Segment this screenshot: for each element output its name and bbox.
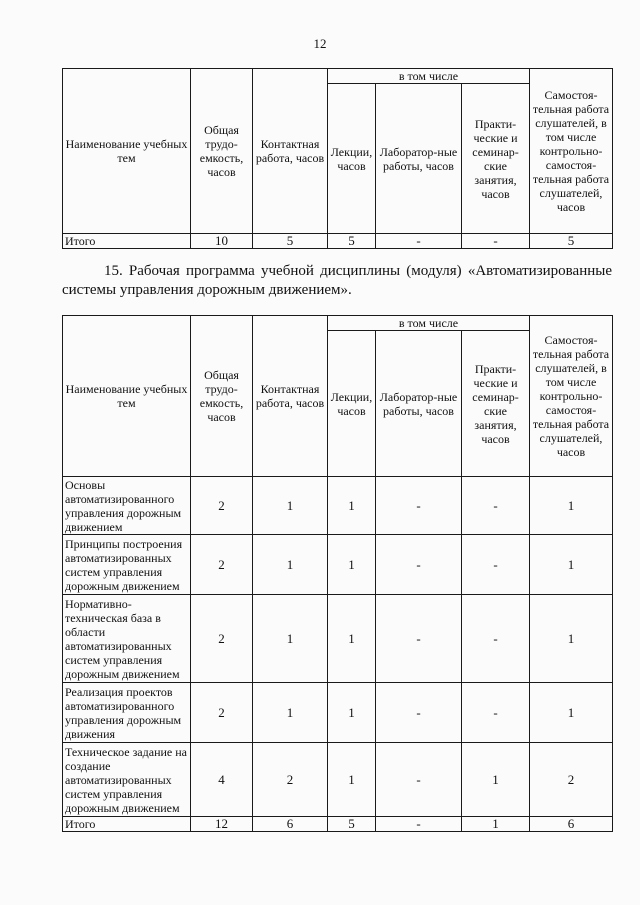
header-labs: Лаборатор-ные работы, часов xyxy=(376,331,462,477)
header-contact: Контактная работа, часов xyxy=(253,69,328,234)
table-row-total xyxy=(63,817,613,832)
cell-selfwork: 1 xyxy=(530,595,613,683)
table-row xyxy=(63,683,613,743)
header-total: Общая трудо-емкость, часов xyxy=(191,316,253,477)
cell-total: 2 xyxy=(191,477,253,535)
cell-selfwork: 6 xyxy=(530,817,613,832)
cell-labs: - xyxy=(376,683,462,743)
header-including: в том числе xyxy=(328,69,530,84)
header-contact: Контактная работа, часов xyxy=(253,316,328,477)
table-row xyxy=(63,595,613,683)
cell-lectures: 5 xyxy=(328,817,376,832)
cell-contact: 1 xyxy=(253,477,328,535)
cell-practical: - xyxy=(462,535,530,595)
cell-total: 2 xyxy=(191,595,253,683)
section-title xyxy=(62,262,612,300)
cell-name: Итого xyxy=(63,817,191,832)
cell-lectures: 1 xyxy=(328,595,376,683)
cell-selfwork: 1 xyxy=(530,535,613,595)
cell-name: Принципы построения автоматизированных систем управления дорожным движением xyxy=(63,535,191,595)
cell-lectures: 1 xyxy=(328,535,376,595)
header-including: в том числе xyxy=(328,316,530,331)
cell-contact: 5 xyxy=(253,234,328,249)
cell-contact: 1 xyxy=(253,535,328,595)
header-selfwork: Самостоя-тельная работа слушателей, в том числе контрольно-самостоя-тельная работа слушателей, часов xyxy=(530,316,613,477)
header-practical: Практи-ческие и семинар-ские занятия, часов xyxy=(462,84,530,234)
cell-total: 2 xyxy=(191,535,253,595)
cell-selfwork: 2 xyxy=(530,743,613,817)
header-practical: Практи-ческие и семинар-ские занятия, часов xyxy=(462,331,530,477)
cell-total: 12 xyxy=(191,817,253,832)
cell-labs: - xyxy=(376,817,462,832)
cell-lectures: 1 xyxy=(328,683,376,743)
cell-name: Техническое задание на создание автоматизированных систем управления дорожным движением xyxy=(63,743,191,817)
cell-selfwork: 5 xyxy=(530,234,613,249)
cell-contact: 1 xyxy=(253,683,328,743)
header-name: Наименование учебных тем xyxy=(63,69,191,234)
cell-labs: - xyxy=(376,234,462,249)
cell-lectures: 1 xyxy=(328,477,376,535)
cell-practical: - xyxy=(462,234,530,249)
table-row-total xyxy=(63,234,613,249)
table-row xyxy=(63,743,613,817)
cell-practical: 1 xyxy=(462,817,530,832)
cell-name: Итого xyxy=(63,234,191,249)
cell-contact: 2 xyxy=(253,743,328,817)
hours-table-2 xyxy=(62,315,613,832)
table-row xyxy=(63,535,613,595)
section-title-text: 15. Рабочая программа учебной дисциплины (модуля) «Автоматизированные системы управления дорожным движением». xyxy=(62,263,612,298)
cell-total: 2 xyxy=(191,683,253,743)
header-lectures: Лекции, часов xyxy=(328,84,376,234)
cell-labs: - xyxy=(376,477,462,535)
cell-name: Основы автоматизированного управления дорожным движением xyxy=(63,477,191,535)
cell-total: 10 xyxy=(191,234,253,249)
header-name: Наименование учебных тем xyxy=(63,316,191,477)
cell-selfwork: 1 xyxy=(530,683,613,743)
cell-practical: - xyxy=(462,477,530,535)
table-row xyxy=(63,477,613,535)
cell-lectures: 5 xyxy=(328,234,376,249)
hours-table-1 xyxy=(62,68,613,249)
cell-practical: 1 xyxy=(462,743,530,817)
cell-contact: 1 xyxy=(253,595,328,683)
cell-total: 4 xyxy=(191,743,253,817)
cell-contact: 6 xyxy=(253,817,328,832)
cell-name: Реализация проектов автоматизированного управления дорожным движения xyxy=(63,683,191,743)
cell-practical: - xyxy=(462,595,530,683)
header-labs: Лаборатор-ные работы, часов xyxy=(376,84,462,234)
cell-practical: - xyxy=(462,683,530,743)
cell-lectures: 1 xyxy=(328,743,376,817)
header-selfwork: Самостоя-тельная работа слушателей, в том числе контрольно-самостоя-тельная работа слушателей, часов xyxy=(530,69,613,234)
cell-labs: - xyxy=(376,535,462,595)
cell-selfwork: 1 xyxy=(530,477,613,535)
header-total: Общая трудо-емкость, часов xyxy=(191,69,253,234)
header-lectures: Лекции, часов xyxy=(328,331,376,477)
cell-labs: - xyxy=(376,743,462,817)
cell-name: Нормативно-техническая база в области автоматизированных систем управления дорожным движением xyxy=(63,595,191,683)
page-number: 12 xyxy=(313,36,327,51)
cell-labs: - xyxy=(376,595,462,683)
